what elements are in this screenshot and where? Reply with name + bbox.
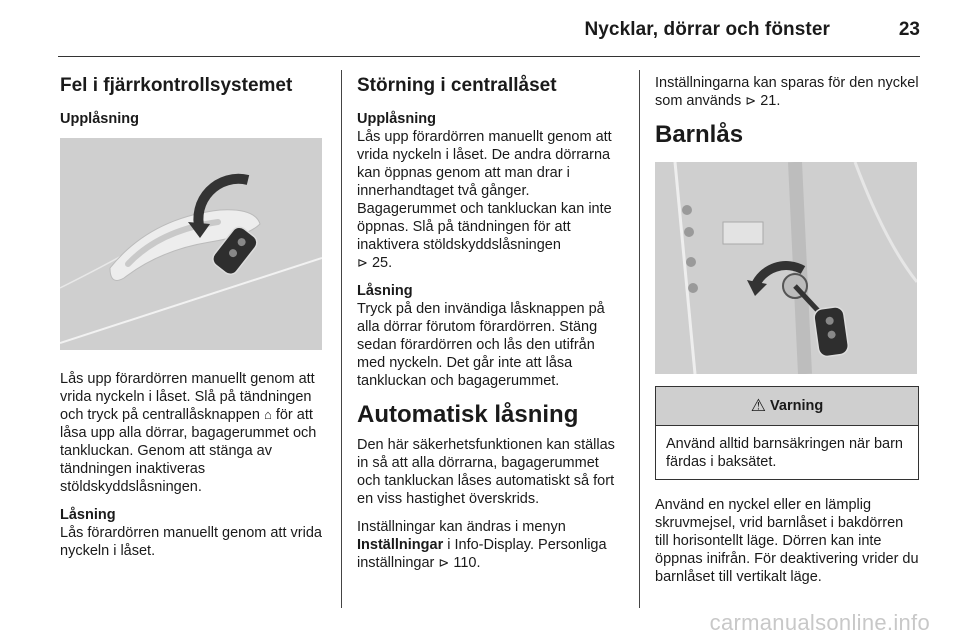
menu-name: Inställningar	[357, 537, 444, 553]
page-header	[0, 0, 960, 56]
door-handle-svg	[60, 138, 322, 350]
paragraph: Lås upp förardörren manuellt genom att vrida nyckeln i låset. De andra dörrarna kan öppnas genom att man drar i innerhandtaget två gånger. Bagagerummet och tankluckan kan inte öppnas. Slå på tändningen för att inaktivera stöldskyddslåsningen ⊳ 25.	[357, 129, 612, 271]
warning-triangle-icon: ⚠	[750, 396, 767, 415]
page-ref-icon: ⊳	[357, 255, 368, 270]
paragraph: Inställningar kan ändras i menyn Inställningar i Info-Display. Personliga inställningar ⊳ 110.	[357, 519, 607, 571]
section-heading: Fel i fjärrkontrollsystemet	[60, 75, 293, 96]
door-handle-key-illustration	[60, 138, 322, 350]
watermark: carmanualsonline.info	[709, 610, 930, 635]
paragraph: Den här säkerhetsfunktionen kan ställas in så att alla dörrarna, bagagerummet och tankluckan låses automatiskt så fort en viss hastighet överskrids.	[357, 437, 615, 507]
warning-header	[656, 387, 918, 426]
section-heading-large: Automatisk låsning	[357, 401, 579, 428]
page-number: 23	[898, 19, 920, 40]
page-ref-icon: ⊳	[745, 93, 757, 108]
column-divider	[639, 70, 640, 608]
child-lock-svg	[655, 162, 917, 374]
subheading-lock: Låsning	[357, 283, 413, 299]
column-1	[60, 74, 325, 570]
warning-title: Varning	[770, 398, 824, 414]
warning-text: Använd alltid barnsäkringen när barn färdas i baksätet.	[666, 436, 903, 470]
header-title: Nycklar, dörrar och fönster	[584, 19, 830, 40]
subheading-unlock: Upplåsning	[60, 111, 139, 127]
section-heading-large: Barnlås	[655, 121, 744, 148]
lock-button-icon: ⌂	[263, 407, 272, 422]
column-2	[357, 74, 622, 582]
subheading-lock: Låsning	[60, 507, 116, 523]
column-divider	[341, 70, 342, 608]
paragraph: Inställningarna kan sparas för den nyckel som används ⊳ 21.	[655, 75, 919, 109]
warning-box	[655, 386, 919, 480]
paragraph: Lås upp förardörren manuellt genom att vrida nyckeln i låset. Slå på tändningen och tryck på centrallåsknappen ⌂ för att låsa upp alla dörrar, bagagerummet och tankluckan. Genom att stänga av tändningen inaktiveras stöldskyddslåsningen.	[60, 371, 317, 495]
header-rule	[58, 56, 920, 57]
paragraph: Lås förardörren manuellt genom att vrida nyckeln i låset.	[60, 525, 322, 559]
paragraph: Tryck på den invändiga låsknappen på alla dörrar förutom förardörren. Stäng sedan förardörren och lås den utifrån med nyckeln. Det går inte att låsa tankluckan och bagagerummet.	[357, 301, 605, 389]
paragraph: Använd en nyckel eller en lämplig skruvmejsel, vrid barnlåset i bakdörren till horisontellt läge. Dörren kan inte öppnas inifrån. För deaktivering vrider du barnlåset till vertikalt läge.	[655, 497, 919, 585]
subheading-unlock: Upplåsning	[357, 111, 436, 127]
section-heading: Störning i centrallåset	[357, 75, 557, 96]
page-ref-icon: ⊳	[438, 555, 450, 570]
child-lock-key-illustration	[655, 162, 917, 374]
column-3	[655, 74, 920, 596]
